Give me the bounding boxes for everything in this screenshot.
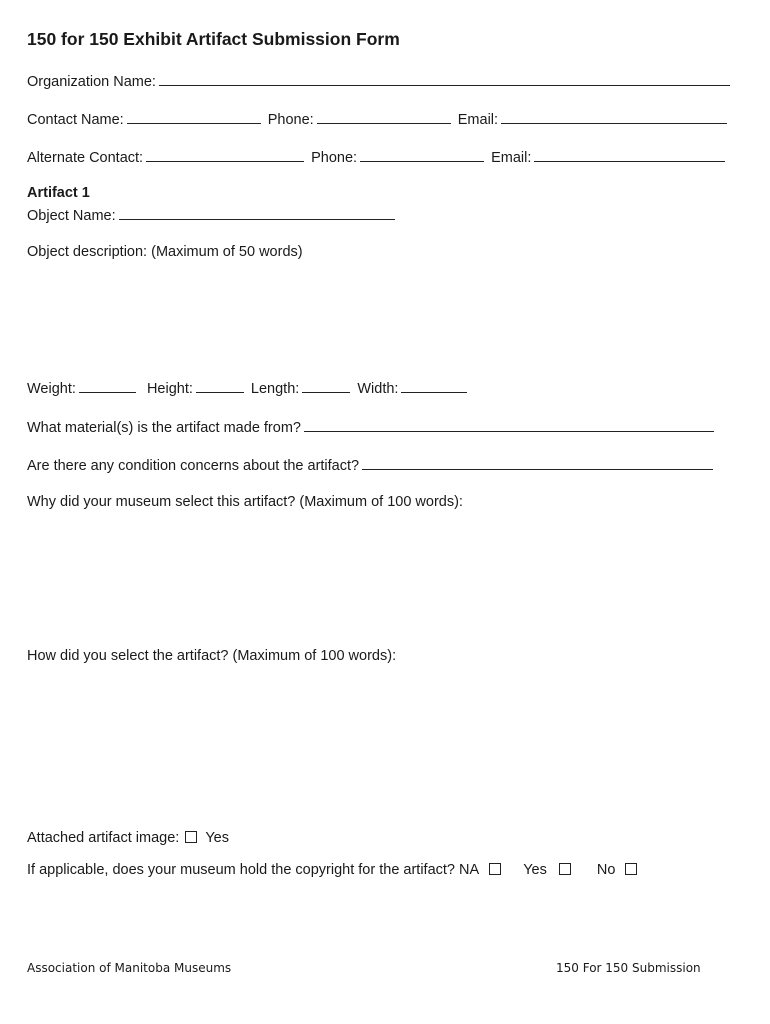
image-yes-label: Yes xyxy=(205,830,229,846)
dimensions-row xyxy=(27,378,470,397)
organization-field[interactable] xyxy=(159,71,730,86)
copyright-yes-label: Yes xyxy=(523,862,547,878)
copyright-label: If applicable, does your museum hold the copyright for the artifact? NA xyxy=(27,862,480,878)
organization-label: Organization Name: xyxy=(27,74,156,90)
alternate-contact-row xyxy=(27,147,728,166)
organization-row xyxy=(27,71,733,90)
contact-phone-label: Phone: xyxy=(267,112,314,128)
copyright-no-checkbox[interactable] xyxy=(625,863,637,875)
footer-left: Association of Manitoba Museums xyxy=(27,961,232,975)
contact-phone-field[interactable] xyxy=(317,109,451,124)
alternate-phone-field[interactable] xyxy=(360,147,484,162)
footer-right: 150 For 150 Submission xyxy=(556,961,701,975)
contact-name-label: Contact Name: xyxy=(27,112,124,128)
form-title: 150 for 150 Exhibit Artifact Submission Form xyxy=(27,29,400,49)
object-description-label: Object description: (Maximum of 50 words) xyxy=(27,244,303,260)
alternate-email-field[interactable] xyxy=(534,147,725,162)
object-name-field[interactable] xyxy=(119,205,395,220)
length-field[interactable] xyxy=(302,378,350,393)
condition-row xyxy=(27,455,716,474)
alternate-contact-field[interactable] xyxy=(146,147,304,162)
why-selected-label: Why did your museum select this artifact? (Maximum of 100 words): xyxy=(27,494,463,510)
contact-email-label: Email: xyxy=(457,112,499,128)
how-selected-label: How did you select the artifact? (Maximum of 100 words): xyxy=(27,648,397,664)
weight-label: Weight: xyxy=(27,381,76,397)
copyright-yes-checkbox[interactable] xyxy=(559,863,571,875)
image-yes-checkbox[interactable] xyxy=(185,831,197,843)
object-name-label: Object Name: xyxy=(27,208,116,224)
copyright-no-label: No xyxy=(596,862,616,878)
height-label: Height: xyxy=(146,381,193,397)
contact-row xyxy=(27,109,730,128)
length-label: Length: xyxy=(250,381,300,397)
weight-field[interactable] xyxy=(79,378,136,393)
condition-label: Are there any condition concerns about the artifact? xyxy=(27,458,360,474)
image-row xyxy=(27,830,229,846)
materials-field[interactable] xyxy=(304,417,714,432)
materials-row xyxy=(27,417,717,436)
artifact-heading: Artifact 1 xyxy=(27,185,90,201)
copyright-na-checkbox[interactable] xyxy=(489,863,501,875)
height-field[interactable] xyxy=(196,378,244,393)
alternate-phone-label: Phone: xyxy=(311,150,358,166)
copyright-row xyxy=(27,862,641,878)
width-label: Width: xyxy=(357,381,399,397)
object-name-row xyxy=(27,205,398,224)
alternate-email-label: Email: xyxy=(491,150,532,166)
contact-name-field[interactable] xyxy=(127,109,261,124)
materials-label: What material(s) is the artifact made from? xyxy=(27,420,301,436)
condition-field[interactable] xyxy=(362,455,713,470)
width-field[interactable] xyxy=(401,378,467,393)
alternate-contact-label: Alternate Contact: xyxy=(27,150,144,166)
image-label: Attached artifact image: xyxy=(27,830,180,846)
contact-email-field[interactable] xyxy=(501,109,727,124)
